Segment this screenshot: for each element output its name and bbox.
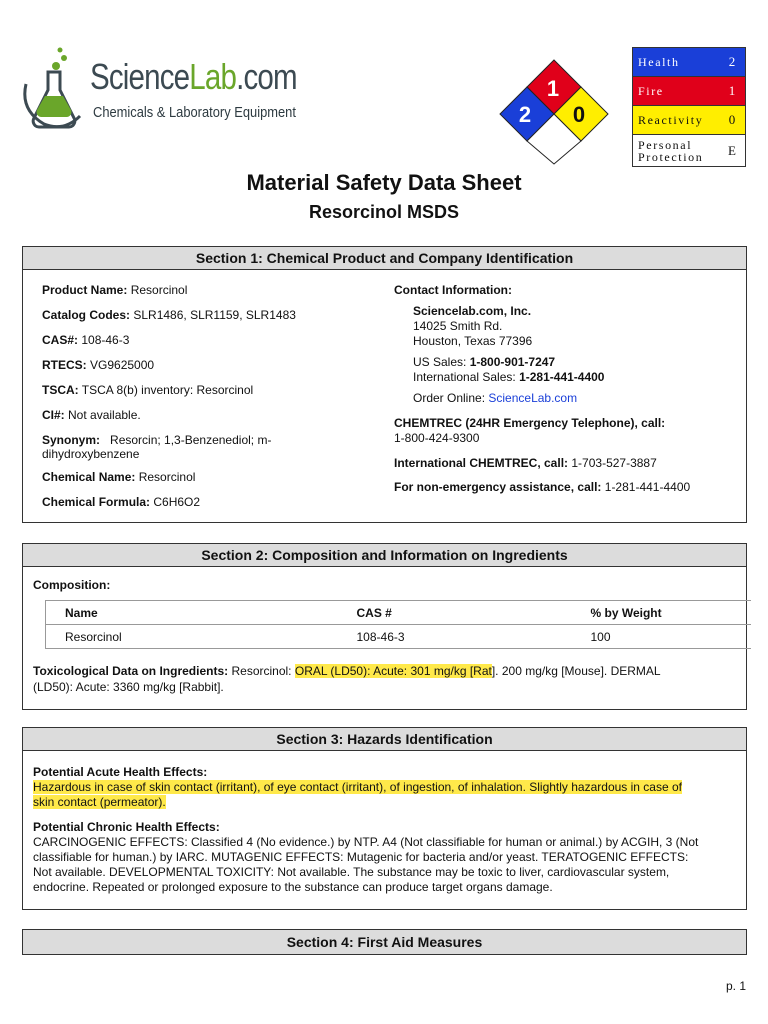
nfpa-diamond [498,58,610,166]
chronic-effects [33,820,736,895]
tsca-line: TSCA: TSCA 8(b) inventory: Resorcinol [42,383,254,397]
hmis-reactivity-value: 0 [728,112,736,127]
contact-info-label: Contact Information: [394,283,512,297]
toxicological-data-line-1: Toxicological Data on Ingredients: Resorcinol: ORAL (LD50): Acute: 301 mg/kg [Rat]. 200 mg/kg [Mouse]. DERMAL [33,664,661,678]
section-1-header: Section 1: Chemical Product and Company Identification [23,247,746,270]
nfpa-fire-value: 1 [546,76,560,101]
section-4-header: Section 4: First Aid Measures [23,930,746,954]
chronic-effects-text-2: classifiable for human.) by IARC. MUTAGENIC EFFECTS: Mutagenic for bacteria and/or yeast. TERATOGENIC EFFECTS: [33,850,689,864]
composition-table [45,600,751,649]
hmis-fire-label: Fire [638,84,664,98]
section-4 [22,929,747,955]
chronic-effects-text-1: CARCINOGENIC EFFECTS: Classified 4 (No evidence.) by NTP. A4 (Not classifiable for human or animal.) by ACGIH, 3 (Not [33,835,699,849]
table-header-cell: CAS # [338,601,572,625]
acute-effects [33,765,736,810]
chronic-effects-text-3: Not available. DEVELOPMENTAL TOXICITY: Not available. The substance may be toxic to liver, cardiovascular system, [33,865,670,879]
composition-label: Composition: [33,578,111,592]
hmis-reactivity-row [633,106,745,135]
section-2-header: Section 2: Composition and Information on Ingredients [23,544,746,567]
sciencelab-link[interactable]: ScienceLab.com [488,391,578,405]
company-name: Sciencelab.com, Inc. [413,304,532,318]
logo-tagline: Chemicals & Laboratory Equipment [93,104,296,121]
section-3 [22,727,747,910]
hmis-health-value: 2 [728,54,736,69]
chemtrec-label: CHEMTREC (24HR Emergency Telephone), call: [394,416,666,430]
chemical-formula-line: Chemical Formula: C6H6O2 [42,495,201,509]
section-1 [22,246,747,523]
product-name-line: Product Name: Resorcinol [42,283,188,297]
logo-wordmark: ScienceLab.com [90,56,297,97]
section-3-header: Section 3: Hazards Identification [23,728,746,751]
ci-line: CI#: Not available. [42,408,141,422]
chemical-name-line: Chemical Name: Resorcinol [42,470,196,484]
us-sales-line: US Sales: 1-800-901-7247 [413,355,556,369]
intl-sales-line: International Sales: 1-281-441-4400 [413,370,605,384]
company-street: 14025 Smith Rd. [413,319,503,333]
hmis-protection-label-line1: Personal [638,137,693,152]
page-number: p. 1 [725,979,746,993]
synonym-line: Synonym: Resorcin; 1,3-Benzenediol; m- [42,433,272,447]
sciencelab-logo [20,44,300,134]
flask-icon [20,44,86,132]
table-header-cell: % by Weight [572,601,752,625]
highlighted-oral-ld50: ORAL (LD50): Acute: 301 mg/kg [Rat [294,664,492,678]
catalog-codes-line: Catalog Codes: SLR1486, SLR1159, SLR1483 [42,308,296,322]
table-cell: 100 [590,629,611,644]
hmis-protection-value: E [728,142,736,158]
table-cell: Resorcinol [65,629,122,644]
hmis-protection-row [633,135,745,166]
table-row [46,625,752,649]
document-subtitle: Resorcinol MSDS [308,202,460,222]
hmis-reactivity-label: Reactivity [638,113,704,127]
intl-chemtrec-line: International CHEMTREC, call: 1-703-527-3887 [394,456,657,470]
table-header-row [46,601,752,625]
cas-line: CAS#: 108-46-3 [42,333,130,347]
order-online-line: Order Online: ScienceLab.com [413,391,578,405]
table-cell: 108-46-3 [356,629,405,644]
acute-effects-label: Potential Acute Health Effects: [33,765,208,779]
section-2 [22,543,747,710]
hmis-fire-value: 1 [728,83,736,98]
company-city: Houston, Texas 77396 [413,334,533,348]
hmis-protection-label [633,135,719,166]
hmis-rating-table [632,47,746,167]
hmis-protection-label-line2: Protection [638,149,704,164]
section-1-left-column [42,283,302,509]
toxicological-data [33,664,736,695]
table-header-cell: Name [46,601,338,625]
synonym-line-2: dihydroxybenzene [42,447,140,461]
rtecs-line: RTECS: VG9625000 [42,358,155,372]
hmis-fire-row [633,77,745,106]
nfpa-reactivity-value: 0 [572,102,586,127]
chronic-effects-label: Potential Chronic Health Effects: [33,820,220,834]
chemtrec-phone: 1-800-424-9300 [394,431,480,445]
document-title: Material Safety Data Sheet [246,170,522,195]
acute-effects-text-1: Hazardous in case of skin contact (irritant), of eye contact (irritant), of ingestion, of inhalation. Slightly hazardous in case of [33,780,682,794]
toxicological-data-line-2: (LD50): Acute: 3360 mg/kg [Rabbit]. [33,680,224,694]
nfpa-health-value: 2 [518,102,532,127]
hmis-health-label: Health [638,55,680,69]
section-1-right-column [394,283,734,494]
acute-effects-text-2: skin contact (permeator). [33,795,166,809]
non-emergency-line: For non-emergency assistance, call: 1-281-441-4400 [394,480,691,494]
chronic-effects-text-4: endocrine. Repeated or prolonged exposure to the substance can produce target organs damage. [33,880,553,894]
hmis-health-row [633,48,745,77]
